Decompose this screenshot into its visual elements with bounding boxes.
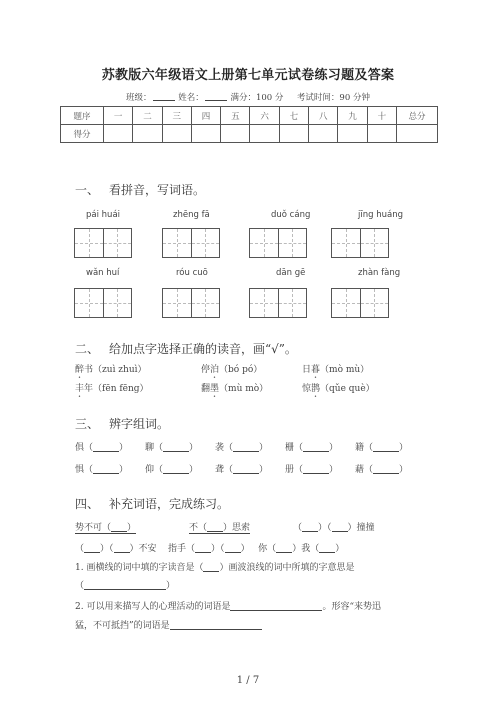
score-cell[interactable]: [104, 125, 133, 143]
pinyin: jīng huáng: [358, 210, 403, 220]
reading-item: 醉书（zuì zhuì）: [75, 365, 147, 375]
header-cell: 五: [221, 107, 250, 125]
score-label: 得分: [61, 125, 104, 143]
page-number: 1 / 7: [236, 675, 260, 686]
section-title: 给加点字选择正确的读音，画“√”。: [109, 342, 297, 356]
pinyin: róu cuō: [176, 268, 208, 278]
header-cell: 六: [250, 107, 279, 125]
header-cell: 二: [133, 107, 162, 125]
pinyin: pái huái: [86, 210, 121, 220]
name-blank: [205, 92, 227, 101]
word-item: 藉（ ）: [355, 465, 409, 475]
pinyin: zhàn fàng: [358, 268, 401, 278]
score-row: [61, 125, 438, 143]
section-number: 一、: [75, 183, 100, 197]
tianzige-box[interactable]: [162, 228, 220, 258]
tianzige-box[interactable]: [74, 228, 132, 258]
score-cell[interactable]: [133, 125, 162, 143]
tianzige-box[interactable]: [331, 228, 389, 258]
full-score: 满分：100 分: [230, 93, 284, 103]
score-cell[interactable]: [397, 125, 438, 143]
pinyin: duǒ cáng: [271, 210, 311, 220]
word-item: 仰（ ）: [145, 465, 199, 475]
exam-info: [0, 91, 496, 103]
question-2: 2. 可以用来描写人的心理活动的词语是 。形容“来势迅: [75, 602, 382, 612]
question-1: 1. 画横线的词中填的字读音是（ ）画波浪线的词中所填的字意思是: [75, 563, 355, 573]
score-cell[interactable]: [250, 125, 279, 143]
score-cell[interactable]: [309, 125, 338, 143]
word-item: 籍（ ）: [355, 443, 409, 453]
pinyin: zhēng fā: [173, 210, 210, 220]
word-item: 聋（ ）: [215, 465, 269, 475]
score-header-row: [61, 107, 438, 125]
section-title: 看拼音，写词语。: [109, 183, 206, 197]
class-label: 班级：: [126, 93, 152, 103]
class-blank: [153, 92, 175, 101]
header-cell: 八: [309, 107, 338, 125]
word-item: 栅（ ）: [285, 443, 339, 453]
word-item: 俱（ ）: [75, 443, 129, 453]
question-2-cont: 猛，不可抵挡”的词语是: [75, 618, 262, 631]
reading-item: 惊鹊（qǔe què）: [302, 384, 375, 394]
word-item: 袭（ ）: [215, 443, 269, 453]
reading-item: 丰年（fēn fēng）: [75, 384, 149, 394]
score-cell[interactable]: [338, 125, 367, 143]
header-cell: 四: [191, 107, 220, 125]
idiom-fill: （ ）（ ）不安 指手（ ）（ ） 你（ ）我（ ）: [75, 544, 345, 554]
section-number: 二、: [75, 342, 100, 356]
section-title: 辨字组词。: [109, 417, 170, 431]
header-cell: 三: [162, 107, 191, 125]
section-2-heading: [75, 340, 297, 357]
header-cell: 一: [104, 107, 133, 125]
header-cell: 十: [367, 107, 396, 125]
pinyin: dān gē: [276, 268, 306, 278]
question-1-answer: （ ）: [75, 581, 176, 591]
word-item: 聊（ ）: [145, 443, 199, 453]
section-3-heading: [75, 415, 169, 432]
tianzige-box[interactable]: [331, 288, 389, 318]
reading-item: 停泊（bó pó）: [201, 365, 263, 375]
score-cell[interactable]: [367, 125, 396, 143]
name-label: 姓名：: [178, 93, 204, 103]
reading-item: 翻墨（mù mò）: [201, 384, 269, 394]
reading-item: 日暮（mò mù）: [302, 365, 370, 375]
pinyin: wǎn huí: [86, 268, 120, 278]
score-cell[interactable]: [221, 125, 250, 143]
word-item: 册（ ）: [285, 465, 339, 475]
idiom-fill: 势不可（ ）: [75, 523, 137, 533]
header-cell: 九: [338, 107, 367, 125]
page-title: 苏教版六年级语文上册第七单元试卷练习题及答案: [101, 68, 395, 83]
exam-time: 考试时间：90 分钟: [296, 93, 370, 103]
section-1-heading: [75, 181, 205, 198]
header-cell: 总分: [397, 107, 438, 125]
word-item: 惧（ ）: [75, 465, 129, 475]
section-4-heading: [75, 495, 229, 512]
score-cell[interactable]: [279, 125, 308, 143]
header-cell: 题序: [61, 107, 104, 125]
score-cell[interactable]: [162, 125, 191, 143]
section-number: 四、: [75, 497, 100, 511]
idiom-fill: （ ）（ ）撞撞: [293, 523, 375, 533]
score-cell[interactable]: [191, 125, 220, 143]
header-cell: 七: [279, 107, 308, 125]
tianzige-box[interactable]: [74, 288, 132, 318]
idiom-fill: 不（ ）思索: [189, 523, 251, 533]
section-title: 补充词语，完成练习。: [109, 497, 230, 511]
tianzige-box[interactable]: [162, 288, 220, 318]
score-table: [60, 106, 438, 143]
tianzige-box[interactable]: [249, 288, 307, 318]
tianzige-box[interactable]: [249, 228, 307, 258]
section-number: 三、: [75, 417, 100, 431]
